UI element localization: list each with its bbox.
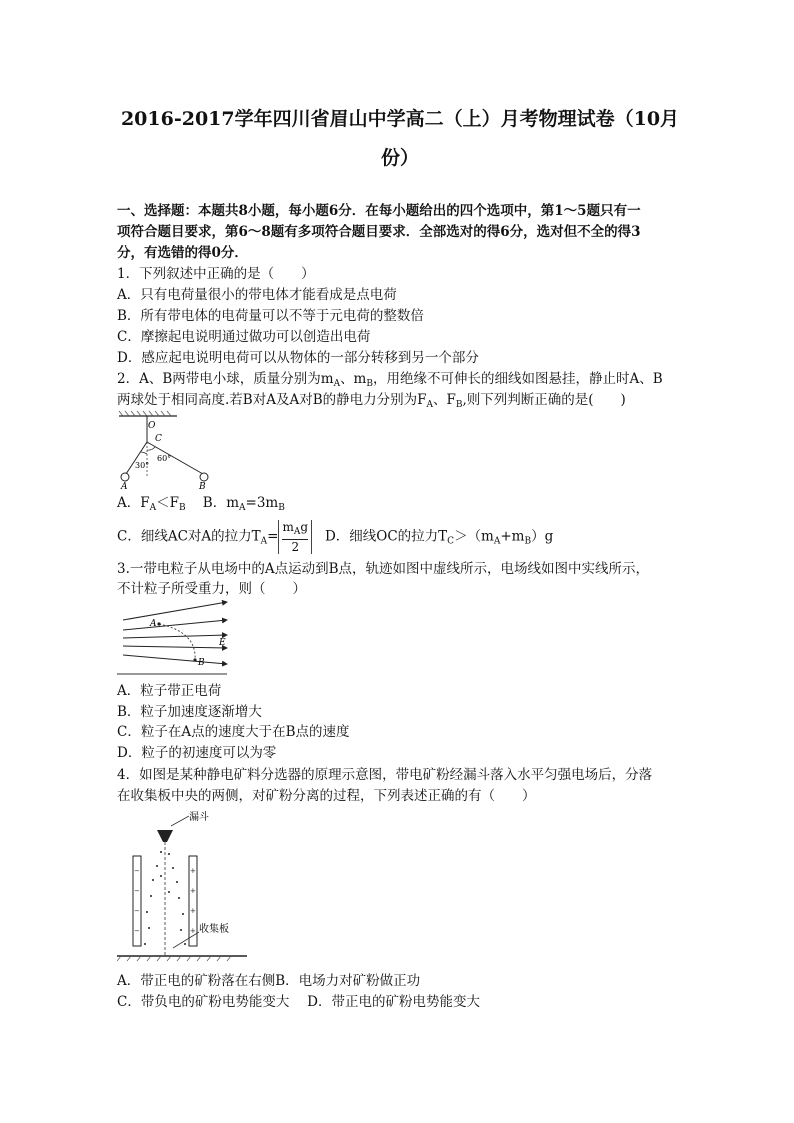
svg-text:+: +: [190, 907, 196, 915]
svg-text:−: −: [134, 887, 140, 895]
q1-option-c: C．摩擦起电说明通过做功可以创造出电荷: [117, 329, 371, 345]
q2-options-cd: C．细线AC对A的拉力$T_A=$ $\frac{m_Ag}{2}$ D．细线OC的拉力$T_C>(m_A+m_B)g$: [117, 520, 554, 554]
label-collector-plate: 收集板: [199, 924, 229, 935]
q3-stem-line-1: 3.一带电粒子从电场中的A点运动到B点，轨迹如图中虚线所示，电场线如图中实线所示，: [117, 561, 650, 577]
label-b: B: [199, 482, 206, 490]
svg-text:−: −: [134, 867, 140, 875]
q3-field-figure: [117, 598, 232, 678]
label-angle-30: 30°: [135, 461, 150, 470]
label-a: A: [121, 482, 128, 490]
q4-options-cd: C．带负电的矿粉电势能变大 D．带正电的矿粉电势能变大: [117, 994, 480, 1010]
section-instructions-1: 一、选择题：本题共8小题，每小题6分．在每小题给出的四个选项中，第1～5题只有一: [117, 203, 641, 219]
q3-option-b: B．粒子加速度逐渐增大: [117, 704, 262, 720]
svg-text:−: −: [134, 927, 140, 935]
q2-options-ab: A．$F_A<F_B$ B．$m_A=3m_B$: [117, 495, 285, 513]
q4-stem-line-1: 4．如图是某种静电矿料分选器的原理示意图，带电矿粉经漏斗落入水平匀强电场后，分落: [117, 767, 653, 783]
section-instructions-2: 项符合题目要求，第6～8题有多项符合题目要求．全部选对的得6分，选对但不全的得3: [117, 224, 641, 240]
label-c: C: [155, 434, 162, 444]
label-funnel: 漏斗: [189, 812, 209, 823]
q4-separator-figure: [117, 808, 252, 968]
svg-text:+: +: [190, 867, 196, 875]
q1-option-d: D．感应起电说明电荷可以从物体的一部分转移到另一个部分: [117, 350, 479, 366]
title-line-2: 份）: [380, 147, 419, 169]
svg-text:+: +: [190, 927, 196, 935]
svg-text:+: +: [190, 887, 196, 895]
q4-options-ab: A．带正电的矿粉落在右侧B．电场力对矿粉做正功: [117, 973, 421, 989]
section-instructions-3: 分，有选错的得0分．: [117, 245, 248, 261]
label-b: B: [198, 658, 205, 668]
label-e: E: [219, 638, 226, 648]
q3-option-d: D．粒子的初速度可以为零: [117, 745, 277, 761]
q2-pendulum-figure: [117, 410, 217, 490]
q3-stem-line-2: 不计粒子所受重力，则（ ）: [117, 581, 306, 597]
q3-option-c: C．粒子在A点的速度大于在B点的速度: [117, 724, 350, 740]
label-angle-60: 60°: [157, 454, 172, 463]
svg-text:−: −: [134, 907, 140, 915]
title-line-1: 2016-2017学年四川省眉山中学高二（上）月考物理试卷（10月: [120, 108, 680, 130]
q4-stem-line-2: 在收集板中央的两侧，对矿粉分离的过程，下列表述正确的有（ ）: [117, 788, 536, 804]
q1-option-a: A．只有电荷量很小的带电体才能看成是点电荷: [117, 287, 397, 303]
fraction-ma-g-over-2: $\frac{m_Ag}{2}$: [278, 520, 312, 554]
q2-stem-line-2: 两球处于相同高度.若B对A及A对B的静电力分别为$F_A$、$F_B$,则下列判断正确的是( ): [117, 392, 626, 410]
q1-stem: 1．下列叙述中正确的是（ ）: [117, 266, 315, 282]
q1-option-b: B．所有带电体的电荷量可以不等于元电荷的整数倍: [117, 308, 424, 324]
label-o: O: [148, 421, 156, 431]
label-a: A: [150, 619, 157, 629]
q2-stem-line-1: 2．A、B两带电小球，质量分别为$m_A$、$m_B$，用绝缘不可伸长的细线如图悬挂，静止时A、B: [117, 371, 663, 389]
q3-option-a: A．粒子带正电荷: [117, 683, 222, 699]
